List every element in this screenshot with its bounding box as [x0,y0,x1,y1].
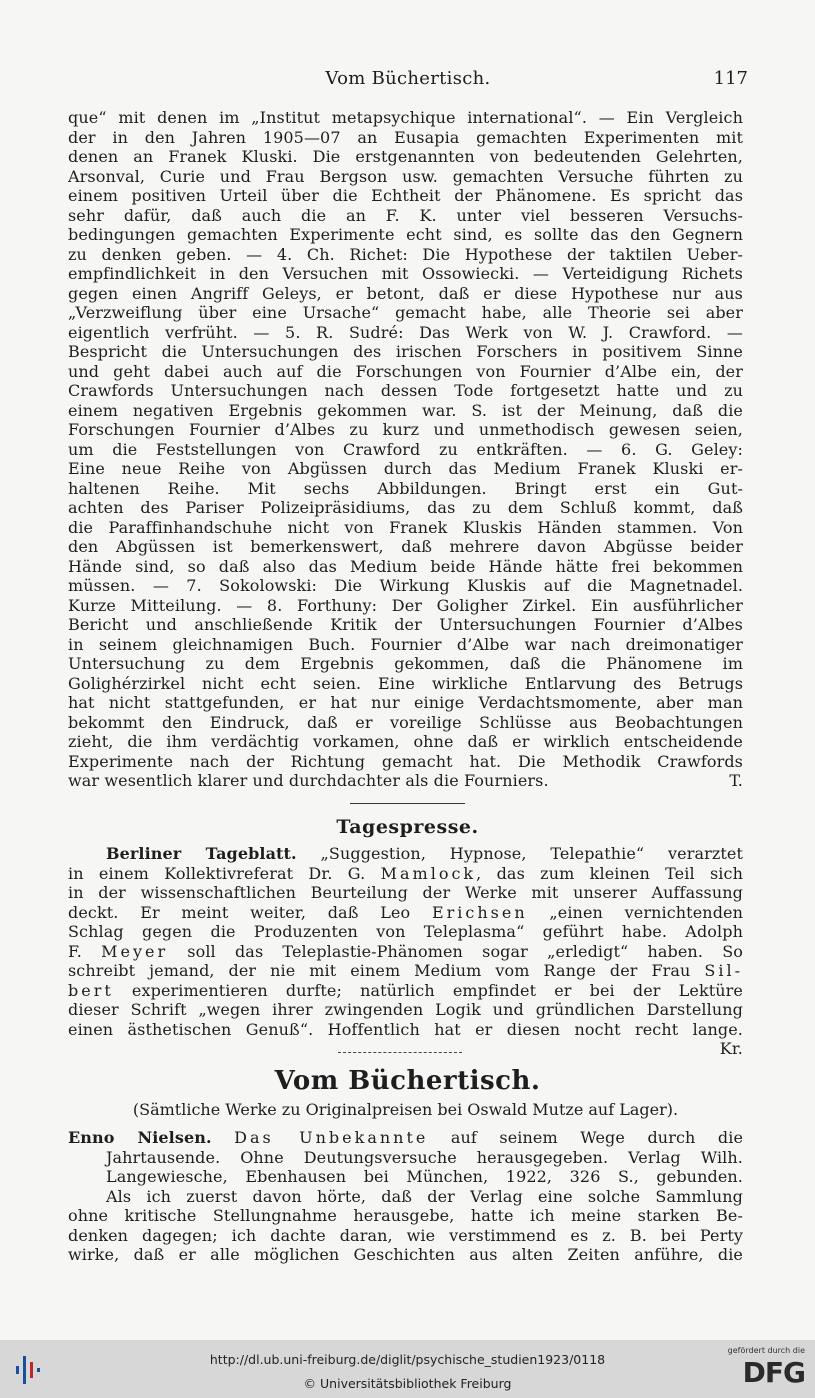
text-line [68,1128,743,1148]
review-text [68,108,743,791]
press-source: Berliner Tageblatt. [106,844,297,863]
text-line: der in den Jahren 1905—07 an Eusapia gemachten Experimenten mit [68,127,743,147]
text-line: die Paraffinhandschuhe nicht von Franek Kluskis Händen stammen. Von [68,517,743,537]
text-line: Als ich zuerst davon hörte, daß der Verlag eine solche Sammlung [106,1186,743,1206]
text-line [68,844,743,864]
text-line: um die Feststellungen von Crawford zu entkräften. — 6. G. Geley: [68,439,743,459]
press-review-text [68,844,743,1059]
running-title: Vom Büchertisch. [325,68,491,89]
text-line: Bespricht die Untersuchungen des irischen Forschers in positivem Sinne [68,342,743,361]
text-line: Golighérzirkel nicht echt seien. Eine wirkliche Entlarvung des Betrugs [68,673,743,693]
text-line: müssen. — 7. Sokolowski: Die Wirkung Kluskis auf die Magnetnadel. [68,576,743,595]
section-heading-buechertisch: Vom Büchertisch. [274,1066,541,1096]
text-line: hat nicht stattgefunden, er hat nur einige Verdachtsmomente, aber man [68,693,743,712]
book-review-text [68,1128,743,1265]
text-line: einem negativen Ergebnis gekommen war. S. ist der Meinung, daß die [68,400,743,420]
text-line: sehr dafür, daß auch die an F. K. unter viel besseren Versuchs- [68,205,743,225]
text-fragment: auf seinem Wege durch die [450,1128,743,1147]
text-line: „Verzweiflung über eine Ursache“ gemacht habe, alle Theorie sei aber [68,303,743,322]
source-url-link[interactable]: http://dl.ub.uni-freiburg.de/diglit/psychische_studien1923/0118 [209,1352,606,1367]
text-fragment: in einem Kollektivreferat Dr. G. [68,863,366,883]
viewer-footer [0,1340,815,1398]
text-line: Hände sind, so daß also das Medium beide Hände hätte frei bekommen [68,556,743,576]
text-line [68,942,743,962]
text-fragment: F. [68,941,82,961]
text-line [68,903,743,923]
text-fragment: „einen vernichtenden [549,902,743,922]
text-line [68,961,743,981]
text-line: zieht, die ihm verdächtig vorkamen, ohne daß er wirklich entscheidende [68,732,743,751]
text-line: einem positiven Urteil über die Echtheit der Phänomene. Es spricht das [68,186,743,205]
text-line: Kurze Mitteilung. — 8. Forthuny: Der Goligher Zirkel. Ein ausführlicher [68,595,743,615]
text-line: Jahrtausende. Ohne Deutungsversuche herausgegeben. Verlag Wilh. [106,1147,743,1167]
running-head [68,68,748,94]
text-line: in seinem gleichnamigen Buch. Fournier d’Albe war nach dreimonatiger [68,634,743,654]
text-line: den Abgüssen ist bemerkenswert, daß mehrere davon Abgüsse beider [68,537,743,556]
author-name: Erichsen [431,902,528,922]
text-line: achten des Pariser Polizeipräsidiums, das zu dem Schluß kommt, daß [68,498,743,517]
book-title: Das Unbekannte [234,1128,429,1147]
review-signature: T. [729,771,743,790]
text-line [68,864,743,884]
text-fragment: experimentieren durfte; natürlich empfindet er bei der Lektüre [131,980,743,1000]
text-fragment: soll das Teleplastie-Phänomen sogar „erledigt“ haben. So [187,941,743,961]
section-subtitle: (Sämtliche Werke zu Originalpreisen bei Oswald Mutze auf Lager). [132,1100,679,1119]
text-line: zu denken geben. — 4. Ch. Richet: Die Hypothese der taktilen Ueber- [68,244,743,264]
text-line: bekommt den Eindruck, daß er voreilige Schlüsse aus Beobachtungen [68,712,743,732]
text-line: denen an Franek Kluski. Die erstgenannten von bedeutenden Gelehrten, [68,147,743,166]
copyright-notice: © Universitätsbibliothek Freiburg [303,1376,512,1391]
section-divider [338,1052,462,1054]
text-line: denken dagegen; ich dachte daran, wie verstimmend es z. B. bei Perty [68,1225,743,1245]
text-line-signature [68,1039,743,1059]
section-divider [350,803,465,804]
text-line: wirke, daß er alle möglichen Geschichten aus alten Zeiten anführe, die [68,1245,743,1264]
last-line-text: war wesentlich klarer und durchdachter als die Fourniers. [68,771,549,790]
funding-caption: gefördert durch die [727,1346,805,1355]
page-number: 117 [713,68,748,89]
text-line: Arsonval, Curie und Frau Bergson usw. gemachten Versuche führten zu [68,166,743,186]
text-line: und geht dabei auch auf die Forschungen von Fournier d’Albe ein, der [68,361,743,381]
text-line: gegen einen Angriff Geleys, er betont, daß er diese Hypothese nur aus [68,283,743,303]
text-line: Forschungen Fournier d’Albes zu kurz und unmethodisch gewesen seien, [68,420,743,439]
author-name: Sil- [704,961,743,980]
text-line: in der wissenschaftlichen Beurteilung der Werke mit unserer Auffassung [68,883,743,902]
text-line: empfindlichkeit in den Versuchen mit Ossowiecki. — Verteidigung Richets [68,264,743,283]
text-line: Crawfords Untersuchungen nach dessen Tode fortgesetzt hatte und zu [68,381,743,400]
text-line: einen ästhetischen Genuß“. Hoffentlich hat er diesen nocht recht lange. [68,1019,743,1039]
text-line: ohne kritische Stellungnahme herausgebe, hatte ich meine starken Be- [68,1206,743,1225]
text-line: Schlag gegen die Produzenten von Teleplasma“ geführt habe. Adolph [68,922,743,941]
text-line [68,981,743,1001]
book-author: Enno Nielsen. [68,1128,212,1147]
text-line: Bericht und anschließende Kritik der Untersuchungen Fournier d’Albes [68,615,743,634]
dfg-logo: DFG [742,1356,805,1389]
text-line: bedingungen gemachten Experimente echt sind, es sollte das den Gegnern [68,225,743,244]
author-name: Mamlock [380,863,477,883]
section-heading-tagespresse: Tagespresse. [336,816,479,838]
text-line: Untersuchung zu dem Ergebnis gekommen, daß die Phänomene im [68,654,743,673]
press-signature: Kr. [719,1039,743,1058]
text-line: dieser Schrift „wegen ihrer zwingenden Logik und gründlichen Darstellung [68,1000,743,1019]
text-line: Eine neue Reihe von Abgüssen durch das Medium Franek Kluski er- [68,459,743,478]
text-line: eigentlich verfrüht. — 5. R. Sudré: Das Werk von W. J. Crawford. — [68,322,743,342]
text-line: haltenen Reihe. Mit sechs Abbildungen. Bringt erst ein Gut- [68,478,743,498]
text-fragment: , das zum kleinen Teil sich [476,863,743,883]
text-line: Langewiesche, Ebenhausen bei München, 1922, 326 S., gebunden. [106,1167,743,1186]
text-line: Experimente nach der Richtung gemacht hat. Die Methodik Crawfords [68,751,743,771]
text-fragment: „Suggestion, Hypnose, Telepathie“ verarztet [320,844,743,863]
author-name: bert [68,980,114,1000]
text-line: que“ mit denen im „Institut metapsychique international“. — Ein Vergleich [68,108,743,127]
text-fragment: schreibt jemand, der nie mit einem Medium vom Range der Frau [68,961,691,980]
text-fragment: deckt. Er meint weiter, daß Leo [68,902,411,922]
text-line-last [68,771,743,791]
author-name: Meyer [101,941,169,961]
